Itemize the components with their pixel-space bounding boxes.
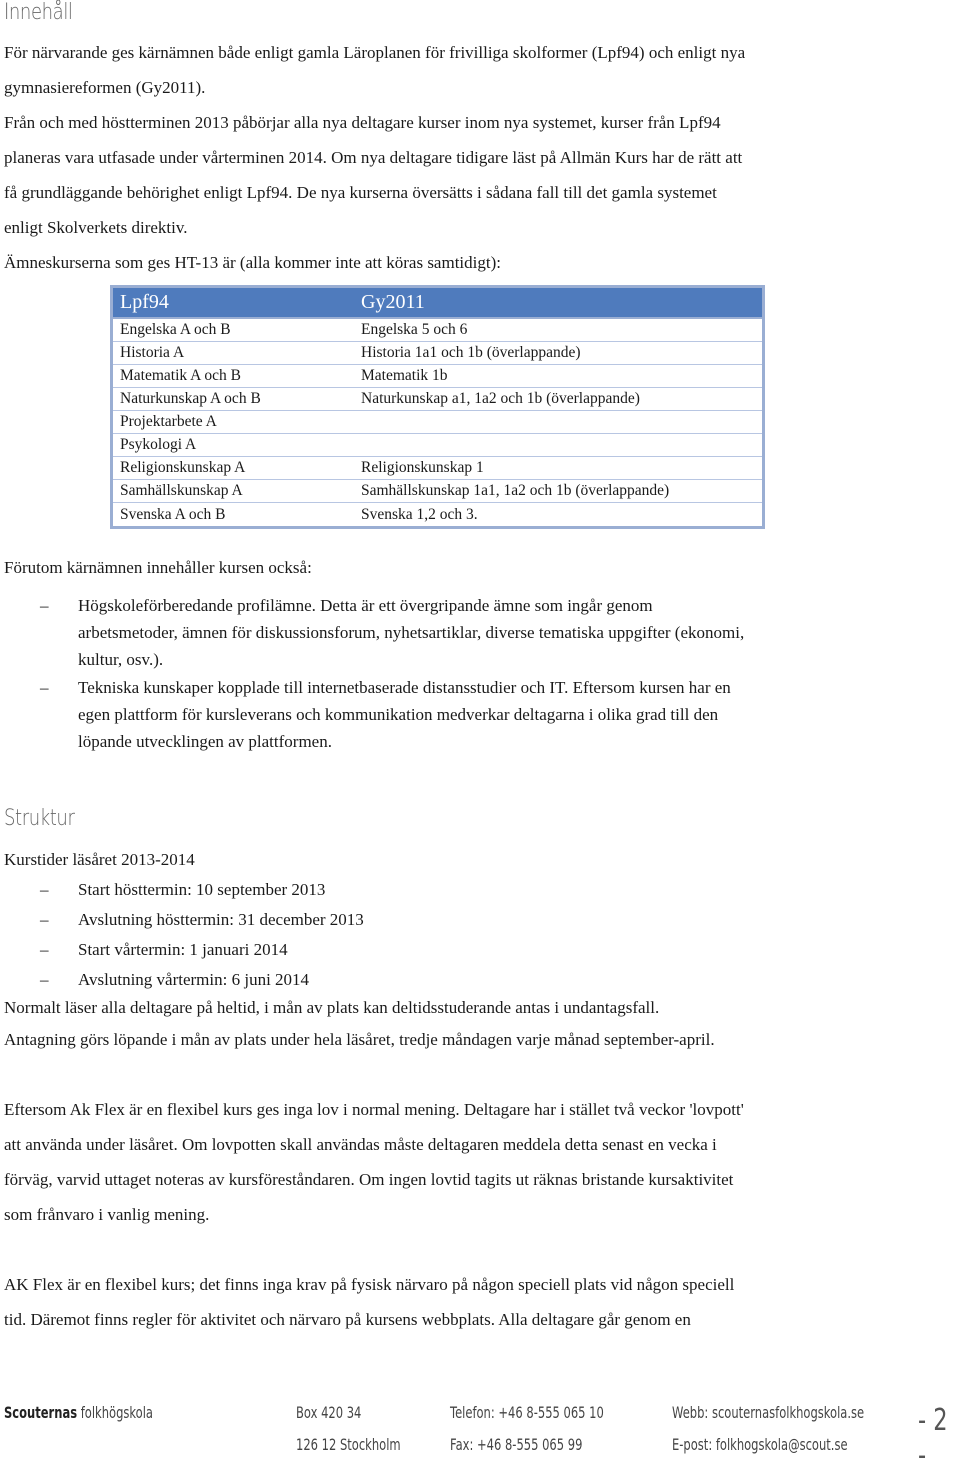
cell-gy2011: Svenska 1,2 och 3. [361, 505, 478, 523]
list-item [0, 935, 940, 965]
cell-lpf94: Samhällskunskap A [120, 482, 243, 499]
page-number: - 2 - [918, 1403, 948, 1473]
text-line: Tekniska kunskaper kopplade till internetbaserade distansstudier och IT. Eftersom kursen har en [78, 678, 731, 697]
footer-address-2: 126 12 Stockholm [296, 1435, 401, 1454]
table-row [113, 365, 762, 388]
intro-paragraph [4, 35, 944, 280]
holiday-paragraph [4, 1092, 944, 1232]
text-line: enligt Skolverkets direktiv. [4, 218, 188, 237]
date-text: Start hösttermin: 10 september 2013 [78, 880, 326, 899]
cell-gy2011: Naturkunskap a1, 1a2 och 1b (överlappande) [361, 390, 640, 407]
text-line: arbetsmetoder, ämnen för diskussionsforum, nyhetsartiklar, diverse tematiska uppgifter (ekonomi, [78, 623, 745, 642]
table-header [113, 288, 762, 319]
text-line: Från och med höstterminen 2013 påbörjar alla nya deltagare kurser inom nya systemet, kurser från Lpf94 [4, 113, 721, 132]
cell-gy2011: Samhällskunskap 1a1, 1a2 och 1b (överlappande) [361, 482, 670, 499]
term-dates-list [0, 875, 940, 995]
footer-address-1: Box 420 34 [296, 1403, 362, 1422]
text-line: Eftersom Ak Flex är en flexibel kurs ges inga lov i normal mening. Deltagare har i stället två veckor 'lovpott' [4, 1100, 744, 1119]
dash-bullet-icon: – [40, 910, 49, 929]
text-line: Normalt läser alla deltagare på heltid, i mån av plats kan deltidsstuderande antas i undantagsfall. [4, 998, 660, 1017]
section-heading-struktur: Struktur [4, 806, 75, 831]
cell-gy2011: Matematik 1b [361, 367, 448, 384]
text-line: löpande utvecklingen av plattformen. [78, 732, 332, 751]
besides-lead: Förutom kärnämnen innehåller kursen också: [4, 558, 312, 577]
cell-lpf94: Religionskunskap A [120, 459, 246, 476]
footer-phone: Telefon: +46 8-555 065 10 [450, 1403, 604, 1422]
footer-web: Webb: scouternasfolkhogskola.se [672, 1403, 865, 1422]
text-line: få grundläggande behörighet enligt Lpf94. De nya kurserna översätts i sådana fall till det gamla systemet [4, 183, 717, 202]
cell-gy2011: Religionskunskap 1 [361, 459, 484, 476]
list-item [0, 875, 940, 905]
table-row [113, 411, 762, 434]
table-row [113, 319, 762, 342]
cell-gy2011: Engelska 5 och 6 [361, 321, 468, 338]
date-text: Avslutning hösttermin: 31 december 2013 [78, 910, 364, 929]
table-row [113, 480, 762, 503]
header-gy2011: Gy2011 [361, 291, 425, 313]
footer-fax: Fax: +46 8-555 065 99 [450, 1435, 583, 1454]
dash-bullet-icon: – [40, 970, 49, 989]
dash-bullet-icon: – [40, 678, 49, 697]
text-line: tid. Däremot finns regler för aktivitet och närvaro på kursens webbplats. Alla deltagare går genom en [4, 1310, 691, 1329]
text-line: egen plattform för kursleverans och kommunikation medverkar deltagarna i olika grad till den [78, 705, 719, 724]
dash-bullet-icon: – [40, 880, 49, 899]
text-line: planeras vara utfasade under vårterminen 2014. Om nya deltagare tidigare läst på Allmän Kurs har de rätt att [4, 148, 743, 167]
footer-brand [4, 1403, 153, 1422]
text-line: Högskoleförberedande profilämne. Detta är ett övergripande ämne som ingår genom [78, 596, 653, 615]
text-line: som frånvaro i vanlig mening. [4, 1205, 210, 1224]
table-lead: Ämneskurserna som ges HT-13 är (alla kommer inte att köras samtidigt): [4, 253, 501, 272]
section-heading-innehall: Innehåll [4, 0, 73, 25]
list-item [0, 592, 940, 673]
admission-paragraph [4, 1022, 944, 1057]
date-text: Avslutning vårtermin: 6 juni 2014 [78, 970, 310, 989]
date-text: Start vårtermin: 1 januari 2014 [78, 940, 288, 959]
cell-lpf94: Naturkunskap A och B [120, 390, 261, 407]
brand-rest: folkhögskola [80, 1403, 153, 1422]
table-row [113, 503, 762, 526]
besides-list [0, 592, 940, 756]
table-row [113, 457, 762, 480]
text-line: För närvarande ges kärnämnen både enligt gamla Läroplanen för frivilliga skolformer (Lpf94) och enligt nya [4, 43, 746, 62]
cell-gy2011: Historia 1a1 och 1b (överlappande) [361, 344, 581, 361]
text-line: gymnasiereformen (Gy2011). [4, 78, 206, 97]
list-item [0, 674, 940, 755]
cell-lpf94: Matematik A och B [120, 367, 241, 384]
text-line: Antagning görs löpande i mån av plats under hela läsåret, tredje måndagen varje månad september-april. [4, 1030, 715, 1049]
page-footer [0, 1395, 960, 1473]
cell-lpf94: Psykologi A [120, 436, 197, 453]
table-row [113, 342, 762, 365]
footer-email: E-post: folkhogskola@scout.se [672, 1435, 848, 1454]
dash-bullet-icon: – [40, 596, 49, 615]
struktur-lead: Kurstider läsåret 2013-2014 [4, 850, 195, 869]
cell-lpf94: Engelska A och B [120, 321, 231, 338]
text-line: kultur, osv.). [78, 650, 164, 669]
cell-lpf94: Historia A [120, 344, 185, 361]
header-lpf94: Lpf94 [120, 291, 169, 313]
text-line: AK Flex är en flexibel kurs; det finns inga krav på fysisk närvaro på någon speciell plats vid någon speciell [4, 1275, 735, 1294]
text-line: att använda under läsåret. Om lovpotten skall användas måste deltagaren meddela detta senast en vecka i [4, 1135, 717, 1154]
list-item [0, 905, 940, 935]
flex-paragraph [4, 1267, 944, 1337]
text-line: förväg, varvid uttaget noteras av kursföreståndaren. Om ingen lovtid tagits ut räknas bristande kursaktivitet [4, 1170, 734, 1189]
cell-lpf94: Projektarbete A [120, 413, 217, 430]
fulltime-paragraph [4, 990, 944, 1025]
table-row [113, 434, 762, 457]
brand-bold: Scouternas [4, 1403, 78, 1422]
dash-bullet-icon: – [40, 940, 49, 959]
course-table [110, 285, 765, 529]
cell-lpf94: Svenska A och B [120, 505, 226, 523]
table-row [113, 388, 762, 411]
